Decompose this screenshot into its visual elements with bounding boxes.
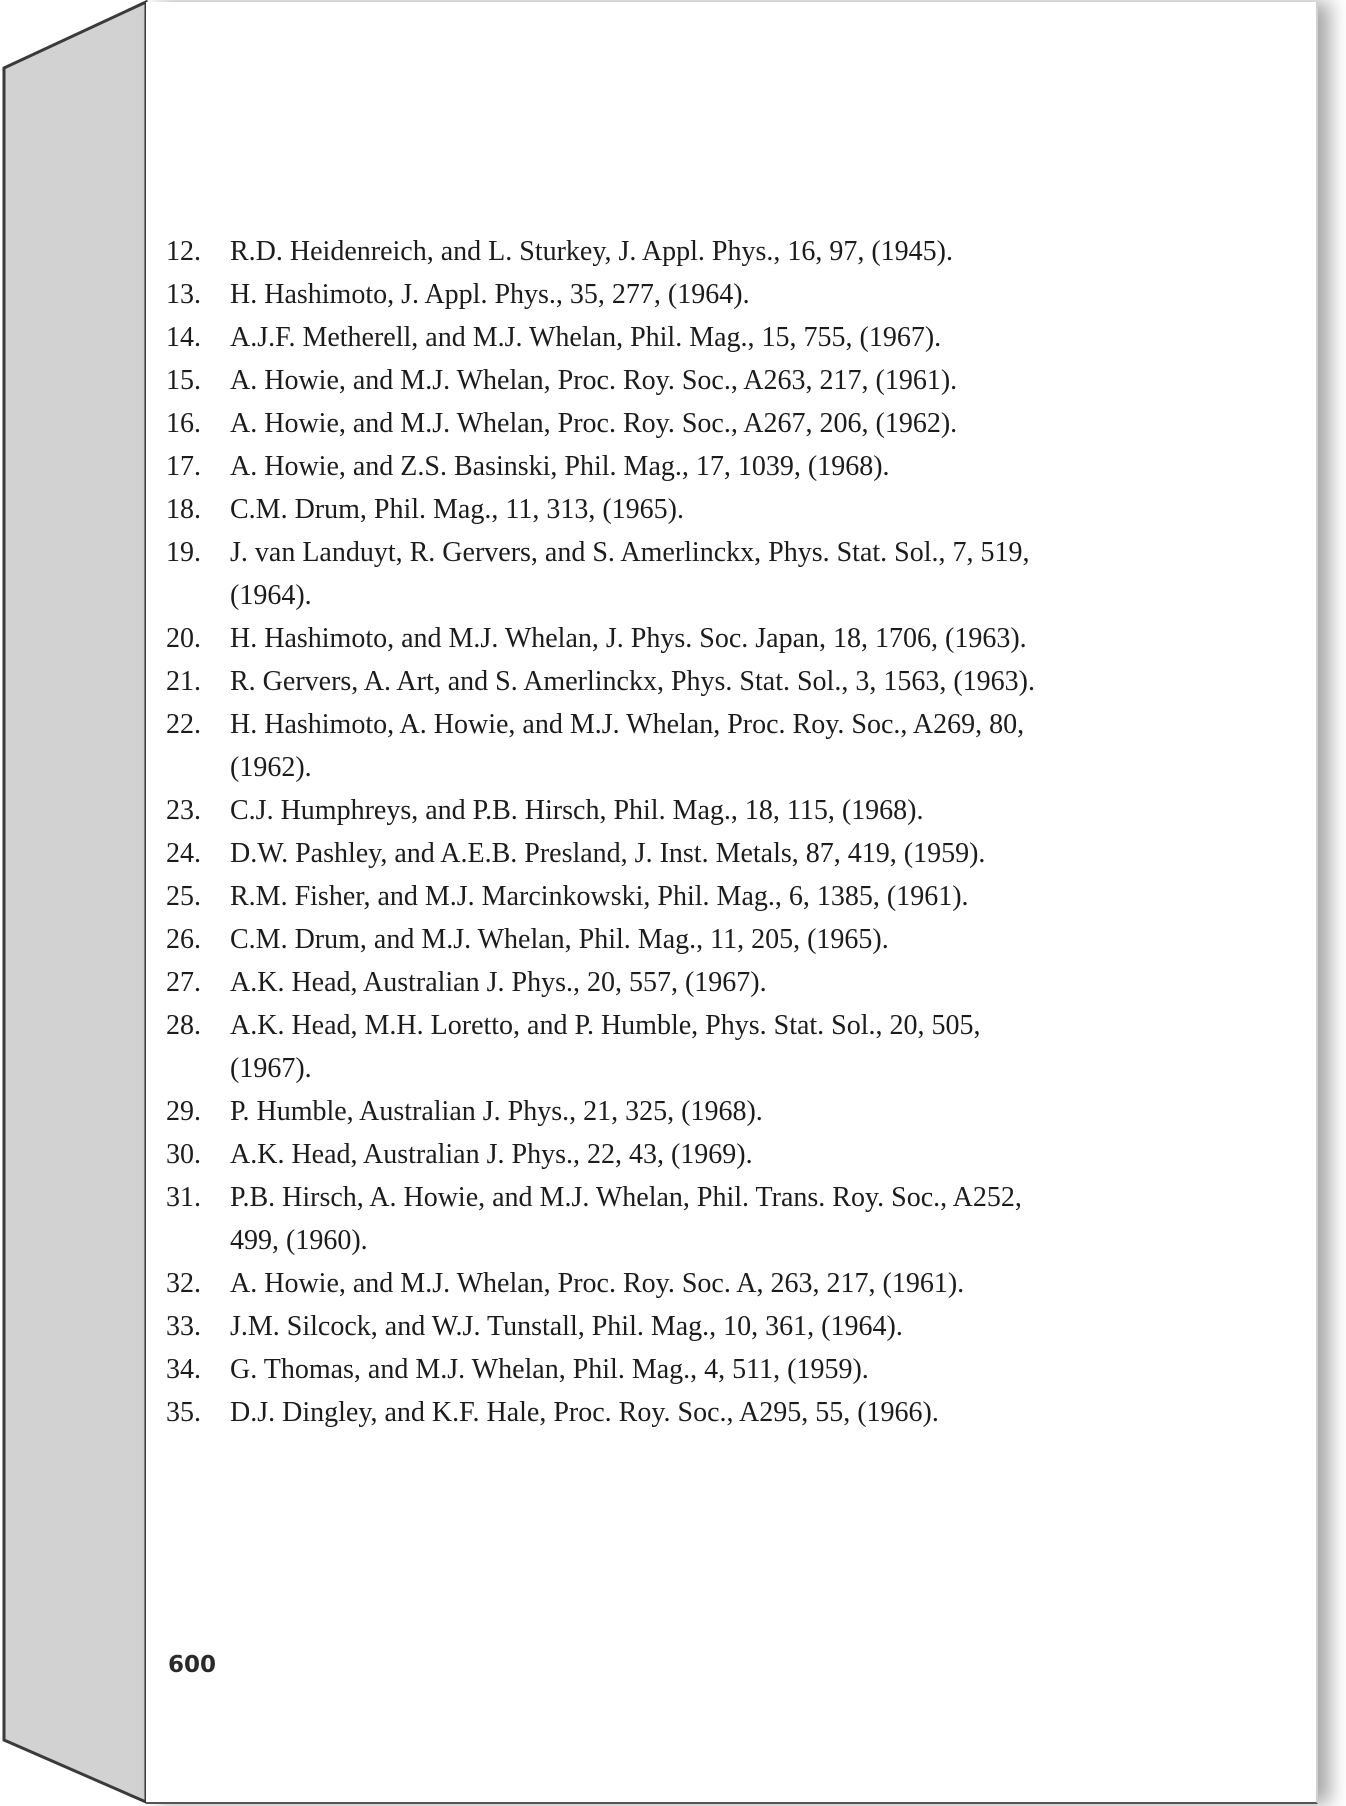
reference-text: R. Gervers, A. Art, and S. Amerlinckx, Phys. Stat. Sol., 3, 1563, (1963). xyxy=(230,666,1035,697)
reference-text: R.D. Heidenreich, and L. Sturkey, J. Appl. Phys., 16, 97, (1945). xyxy=(230,236,953,267)
reference-number: 26. xyxy=(166,924,201,955)
reference-text: A.K. Head, M.H. Loretto, and P. Humble, Phys. Stat. Sol., 20, 505, (1967). xyxy=(230,1010,981,1084)
reference-number: 13. xyxy=(166,279,201,310)
reference-number: 32. xyxy=(166,1268,201,1299)
reference-text: A.J.F. Metherell, and M.J. Whelan, Phil. Mag., 15, 755, (1967). xyxy=(230,322,942,353)
reference-text: P. Humble, Australian J. Phys., 21, 325, (1968). xyxy=(230,1096,763,1127)
reference-text: C.M. Drum, Phil. Mag., 11, 313, (1965). xyxy=(230,494,684,525)
reference-item xyxy=(166,832,1066,875)
reference-item xyxy=(166,1305,1066,1348)
reference-number: 18. xyxy=(166,494,201,525)
reference-text: A.K. Head, Australian J. Phys., 20, 557, (1967). xyxy=(230,967,767,998)
reference-text: A.K. Head, Australian J. Phys., 22, 43, (1969). xyxy=(230,1139,753,1170)
reference-item xyxy=(166,703,1066,789)
reference-item xyxy=(166,1133,1066,1176)
reference-number: 15. xyxy=(166,365,201,396)
reference-item xyxy=(166,1348,1066,1391)
reference-item xyxy=(166,488,1066,531)
reference-item xyxy=(166,1176,1066,1262)
reference-item xyxy=(166,660,1066,703)
reference-number: 25. xyxy=(166,881,201,912)
reference-item xyxy=(166,402,1066,445)
reference-item xyxy=(166,1004,1066,1090)
reference-number: 33. xyxy=(166,1311,201,1342)
reference-item xyxy=(166,1090,1066,1133)
reference-number: 12. xyxy=(166,236,201,267)
reference-text: J.M. Silcock, and W.J. Tunstall, Phil. Mag., 10, 361, (1964). xyxy=(230,1311,903,1342)
reference-number: 30. xyxy=(166,1139,201,1170)
reference-text: D.W. Pashley, and A.E.B. Presland, J. Inst. Metals, 87, 419, (1959). xyxy=(230,838,986,869)
reference-item xyxy=(166,789,1066,832)
reference-text: R.M. Fisher, and M.J. Marcinkowski, Phil. Mag., 6, 1385, (1961). xyxy=(230,881,969,912)
reference-number: 34. xyxy=(166,1354,201,1385)
page-number: 600 xyxy=(168,1652,217,1678)
reference-text: H. Hashimoto, and M.J. Whelan, J. Phys. Soc. Japan, 18, 1706, (1963). xyxy=(230,623,1027,654)
reference-item xyxy=(166,1391,1066,1434)
reference-item xyxy=(166,445,1066,488)
reference-text: A. Howie, and M.J. Whelan, Proc. Roy. Soc., A267, 206, (1962). xyxy=(230,408,958,439)
reference-text: A. Howie, and Z.S. Basinski, Phil. Mag., 17, 1039, (1968). xyxy=(230,451,890,482)
reference-number: 35. xyxy=(166,1397,201,1428)
reference-number: 28. xyxy=(166,1010,201,1041)
reference-item xyxy=(166,1262,1066,1305)
reference-number: 20. xyxy=(166,623,201,654)
reference-item xyxy=(166,875,1066,918)
reference-text: H. Hashimoto, J. Appl. Phys., 35, 277, (1964). xyxy=(230,279,750,310)
reference-item xyxy=(166,918,1066,961)
reference-item xyxy=(166,961,1066,1004)
reference-number: 24. xyxy=(166,838,201,869)
reference-item xyxy=(166,230,1066,273)
reference-item xyxy=(166,359,1066,402)
reference-number: 31. xyxy=(166,1182,201,1213)
reference-number: 16. xyxy=(166,408,201,439)
reference-item xyxy=(166,316,1066,359)
reference-number: 23. xyxy=(166,795,201,826)
reference-text: J. van Landuyt, R. Gervers, and S. Amerlinckx, Phys. Stat. Sol., 7, 519, (1964). xyxy=(230,537,1030,611)
reference-item xyxy=(166,617,1066,660)
reference-text: P.B. Hirsch, A. Howie, and M.J. Whelan, Phil. Trans. Roy. Soc., A252, 499, (1960). xyxy=(230,1182,1022,1256)
reference-number: 19. xyxy=(166,537,201,568)
reference-number: 21. xyxy=(166,666,201,697)
reference-number: 17. xyxy=(166,451,201,482)
reference-item xyxy=(166,273,1066,316)
reference-text: C.M. Drum, and M.J. Whelan, Phil. Mag., 11, 205, (1965). xyxy=(230,924,889,955)
reference-number: 29. xyxy=(166,1096,201,1127)
reference-text: C.J. Humphreys, and P.B. Hirsch, Phil. Mag., 18, 115, (1968). xyxy=(230,795,924,826)
reference-list xyxy=(166,230,1066,1434)
reference-text: G. Thomas, and M.J. Whelan, Phil. Mag., 4, 511, (1959). xyxy=(230,1354,869,1385)
reference-text: H. Hashimoto, A. Howie, and M.J. Whelan, Proc. Roy. Soc., A269, 80, (1962). xyxy=(230,709,1025,783)
reference-number: 27. xyxy=(166,967,201,998)
reference-text: A. Howie, and M.J. Whelan, Proc. Roy. Soc. A, 263, 217, (1961). xyxy=(230,1268,965,1299)
reference-number: 22. xyxy=(166,709,201,740)
reference-number: 14. xyxy=(166,322,201,353)
reference-text: A. Howie, and M.J. Whelan, Proc. Roy. Soc., A263, 217, (1961). xyxy=(230,365,958,396)
reference-text: D.J. Dingley, and K.F. Hale, Proc. Roy. Soc., A295, 55, (1966). xyxy=(230,1397,939,1428)
reference-item xyxy=(166,531,1066,617)
